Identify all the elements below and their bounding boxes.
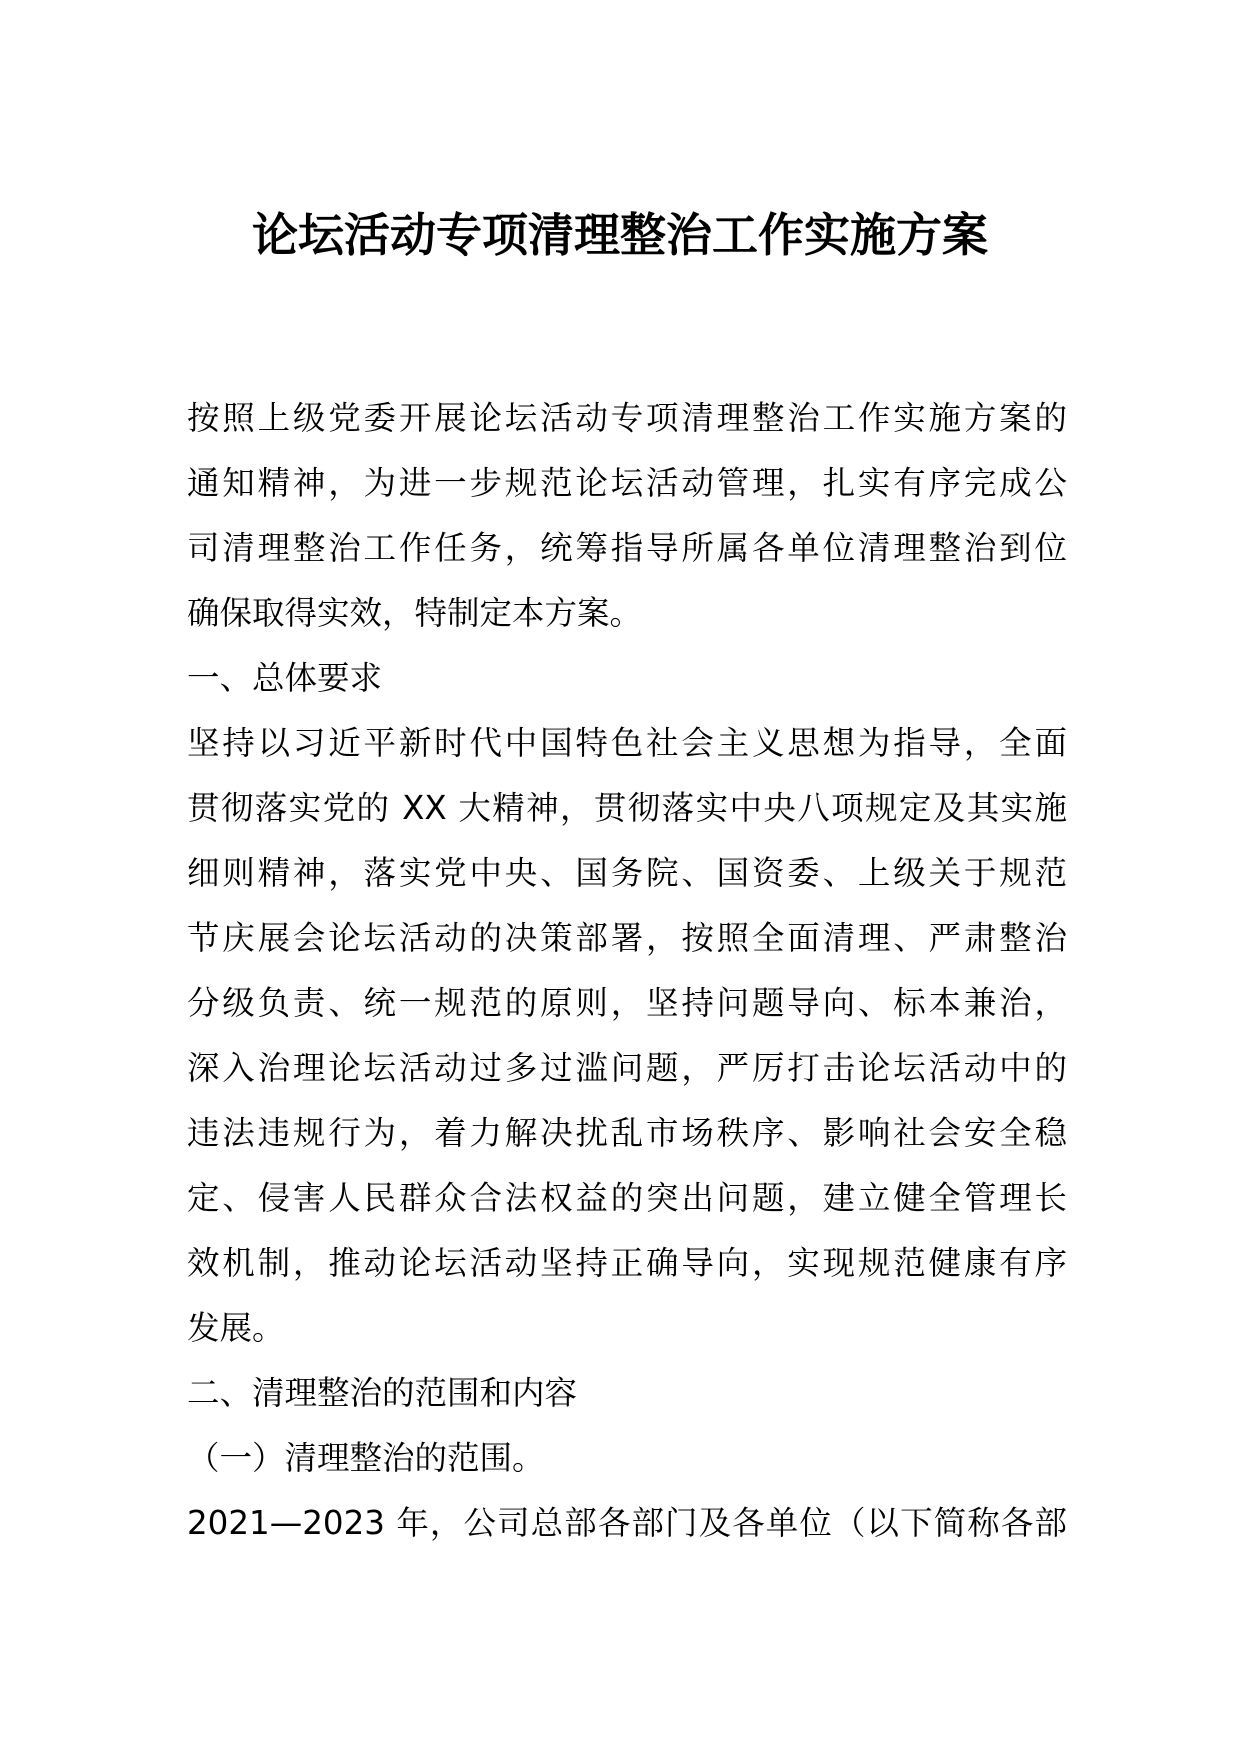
subsection-heading: （一）清理整治的范围。 <box>187 1439 545 1477</box>
paragraph-line: 发展。 <box>187 1309 285 1347</box>
paragraph-line: 通知精神，为进一步规范论坛活动管理，扎实有序完成公 <box>187 464 1067 502</box>
paragraph-line: 节庆展会论坛活动的决策部署，按照全面清理、严肃整治 <box>187 919 1067 957</box>
paragraph-line: 2021—2023 年，公司总部各部门及各单位（以下简称各部 <box>187 1504 1067 1542</box>
paragraph-line: 按照上级党委开展论坛活动专项清理整治工作实施方案的 <box>187 399 1067 437</box>
paragraph-line: 细则精神，落实党中央、国务院、国资委、上级关于规范 <box>187 854 1067 892</box>
paragraph-line: 深入治理论坛活动过多过滥问题，严厉打击论坛活动中的 <box>187 1049 1067 1087</box>
paragraph-line: 违法违规行为，着力解决扰乱市场秩序、影响社会安全稳 <box>187 1114 1067 1152</box>
paragraph-line: 定、侵害人民群众合法权益的突出问题，建立健全管理长 <box>187 1179 1067 1217</box>
section-heading: 一、总体要求 <box>187 659 383 697</box>
paragraph-line: 效机制，推动论坛活动坚持正确导向，实现规范健康有序 <box>187 1244 1067 1282</box>
paragraph-line: 贯彻落实党的 XX 大精神，贯彻落实中央八项规定及其实施 <box>187 789 1067 827</box>
paragraph-line: 坚持以习近平新时代中国特色社会主义思想为指导，全面 <box>187 724 1067 762</box>
document-title: 论坛活动专项清理整治工作实施方案 <box>252 208 988 262</box>
paragraph-line: 确保取得实效，特制定本方案。 <box>187 594 643 632</box>
section-heading: 二、清理整治的范围和内容 <box>187 1374 578 1412</box>
document-body <box>187 386 1067 1556</box>
paragraph-line: 分级负责、统一规范的原则，坚持问题导向、标本兼治， <box>187 984 1067 1022</box>
paragraph-line: 司清理整治工作任务，统筹指导所属各单位清理整治到位 <box>187 529 1067 567</box>
